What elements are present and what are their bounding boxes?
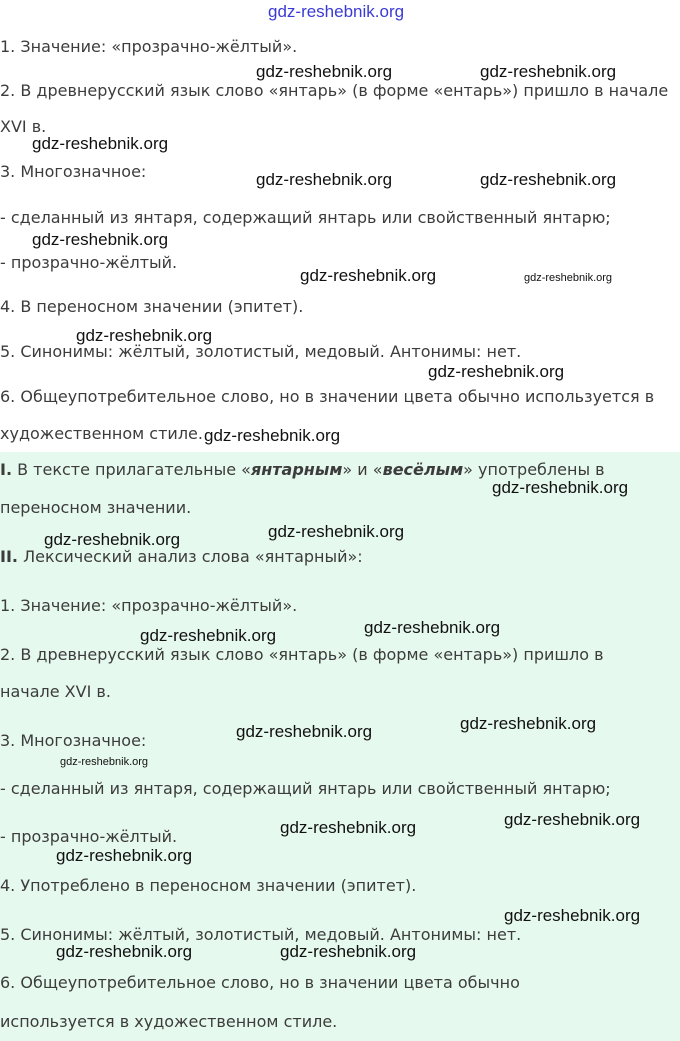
- top-item-3: 3. Многозначное:: [0, 162, 147, 181]
- watermark: gdz-reshebnik.org: [140, 626, 277, 645]
- section-i-line-2: переносном значении.: [0, 498, 192, 517]
- top-item-6: 6. Общеупотребительное слово, но в значении цвета обычно используется в: [0, 387, 655, 406]
- watermark: gdz-reshebnik.org: [492, 478, 629, 497]
- bottom-item-3-meaning-1: - сделанный из янтаря, содержащий янтарь или свойственный янтарю;: [0, 779, 611, 798]
- section-i-text-c: » употреблены в: [463, 460, 605, 479]
- watermark: gdz-reshebnik.org: [204, 426, 341, 445]
- watermark: gdz-reshebnik.org: [256, 62, 393, 81]
- watermark: gdz-reshebnik.org: [236, 722, 373, 741]
- section-i-text-a: В тексте прилагательные «: [12, 460, 251, 479]
- bottom-item-5: 5. Синонимы: жёлтый, золотистый, медовый. Антонимы: нет.: [0, 925, 522, 944]
- watermark: gdz-reshebnik.org: [280, 942, 417, 961]
- bottom-item-1: 1. Значение: «прозрачно-жёлтый».: [0, 596, 298, 615]
- bottom-item-6: 6. Общеупотребительное слово, но в значении цвета обычно: [0, 973, 520, 992]
- watermark: gdz-reshebnik.org: [428, 362, 565, 381]
- watermark: gdz-reshebnik.org: [504, 810, 641, 829]
- section-ii-number: II.: [0, 547, 18, 566]
- watermark: gdz-reshebnik.org: [300, 266, 437, 285]
- top-item-1: 1. Значение: «прозрачно-жёлтый».: [0, 37, 298, 56]
- top-item-5: 5. Синонимы: жёлтый, золотистый, медовый. Антонимы: нет.: [0, 342, 522, 361]
- section-ii-text: Лексический анализ слова «янтарный»:: [17, 547, 363, 566]
- section-i-number: I.: [0, 460, 13, 479]
- watermark: gdz-reshebnik.org: [32, 134, 169, 153]
- watermark: gdz-reshebnik.org: [256, 170, 393, 189]
- watermark: gdz-reshebnik.org: [56, 942, 193, 961]
- bottom-item-6-cont: используется в художественном стиле.: [0, 1012, 338, 1031]
- watermark: gdz-reshebnik.org: [524, 272, 613, 284]
- bottom-item-2: 2. В древнерусский язык слово «янтарь» (в форме «ентарь») пришло в: [0, 645, 604, 664]
- watermark: gdz-reshebnik.org: [480, 170, 617, 189]
- top-item-6-cont: художественном стиле.: [0, 424, 203, 443]
- section-i-text-b: » и «: [342, 460, 383, 479]
- watermark: gdz-reshebnik.org: [76, 326, 213, 345]
- watermark: gdz-reshebnik.org: [268, 522, 405, 541]
- bottom-item-2-cont: начале XVI в.: [0, 682, 111, 701]
- watermark: gdz-reshebnik.org: [56, 846, 193, 865]
- word-veselym: весёлым: [382, 460, 464, 479]
- top-item-3-meaning-2: - прозрачно-жёлтый.: [0, 253, 178, 272]
- watermark: gdz-reshebnik.org: [32, 230, 169, 249]
- top-item-2: 2. В древнерусский язык слово «янтарь» (в форме «ентарь») пришло в начале: [0, 81, 669, 100]
- bottom-item-4: 4. Употреблено в переносном значении (эпитет).: [0, 876, 417, 895]
- watermark: gdz-reshebnik.org: [60, 756, 149, 768]
- top-item-3-meaning-1: - сделанный из янтаря, содержащий янтарь или свойственный янтарю;: [0, 208, 611, 227]
- watermark: gdz-reshebnik.org: [44, 530, 181, 549]
- watermark: gdz-reshebnik.org: [364, 618, 501, 637]
- header-watermark[interactable]: gdz-reshebnik.org: [268, 2, 405, 21]
- section-i-line-1: [0, 460, 605, 480]
- watermark: gdz-reshebnik.org: [280, 818, 417, 837]
- watermark: gdz-reshebnik.org: [460, 714, 597, 733]
- word-yantarnym: янтарным: [250, 460, 343, 479]
- top-item-4: 4. В переносном значении (эпитет).: [0, 297, 304, 316]
- watermark: gdz-reshebnik.org: [504, 906, 641, 925]
- watermark: gdz-reshebnik.org: [480, 62, 617, 81]
- top-item-2-cont: XVI в.: [0, 117, 47, 136]
- section-ii-heading: [0, 547, 363, 567]
- bottom-item-3: 3. Многозначное:: [0, 731, 147, 750]
- bottom-item-3-meaning-2: - прозрачно-жёлтый.: [0, 827, 178, 846]
